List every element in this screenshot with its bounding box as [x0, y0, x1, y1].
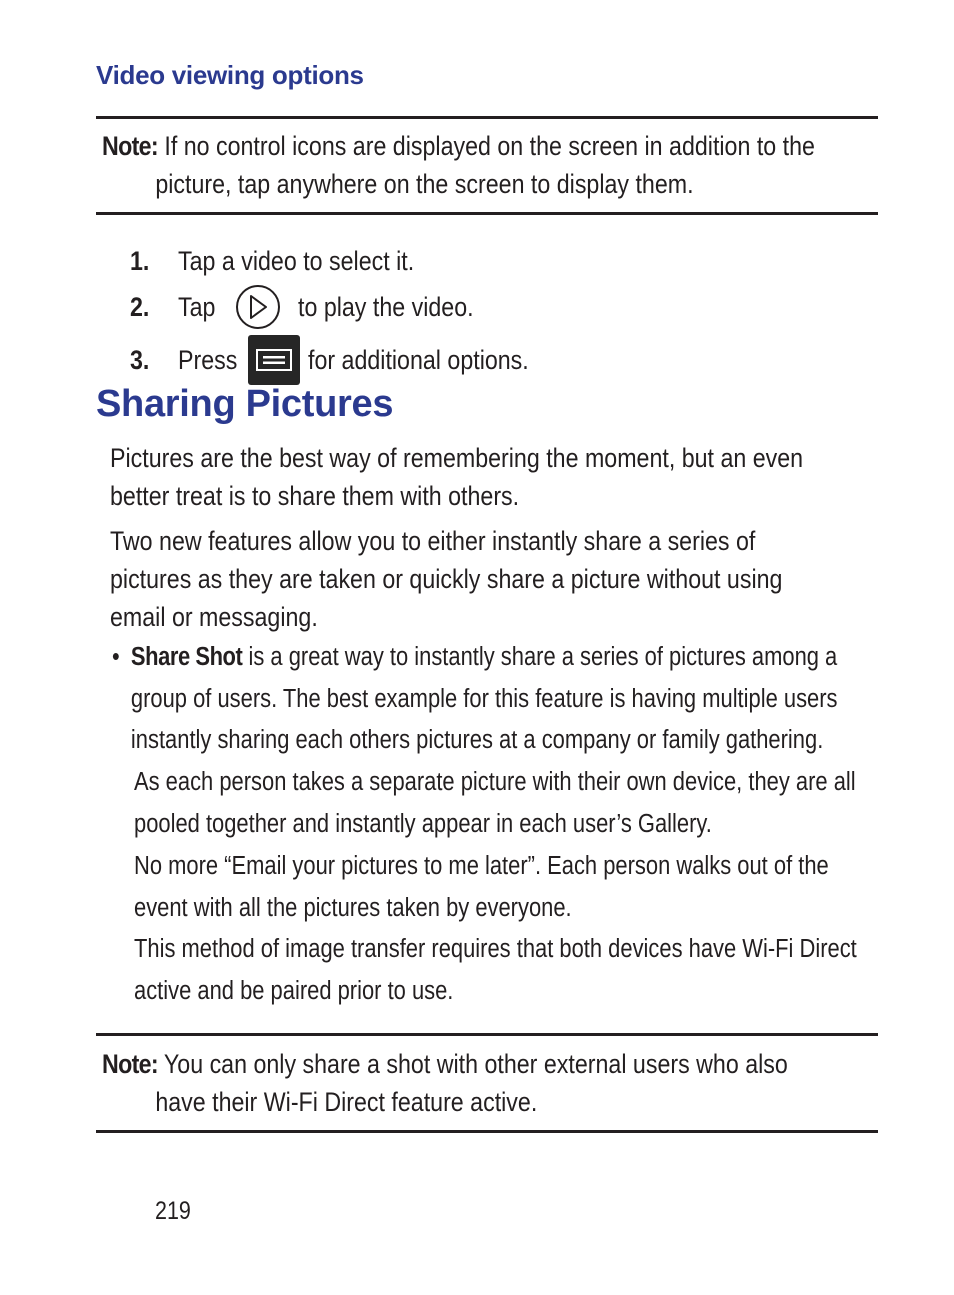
paragraph-line: email or messaging. — [110, 602, 318, 632]
note-label: Note: — [102, 131, 158, 161]
step-number: 2. — [130, 292, 150, 322]
step-text-after: for additional options. — [308, 345, 529, 375]
bullet-subparagraph-1 — [134, 762, 856, 845]
bullet-dot-icon: • — [112, 643, 120, 671]
bullet-term: Share Shot — [130, 643, 243, 671]
paragraph-line: Two new features allow you to either instantly share a series of — [110, 526, 756, 556]
subparagraph-line: As each person takes a separate picture with their own device, they are all — [134, 768, 856, 796]
step-number: 1. — [130, 246, 150, 276]
bullet-subparagraph-2 — [134, 846, 829, 929]
bullet-text-line: instantly sharing each others pictures at a company or family gathering. — [130, 726, 824, 755]
bullet-subparagraph-3 — [134, 929, 857, 1012]
note-text-line2: have their Wi-Fi Direct feature active. — [155, 1087, 538, 1117]
menu-icon — [248, 335, 300, 385]
subparagraph-line: No more “Email your pictures to me later”. Each person walks out of the — [134, 852, 829, 880]
subparagraph-line: active and be paired prior to use. — [134, 976, 454, 1005]
note-bottom-divider — [96, 1130, 878, 1133]
step-text: Tap a video to select it. — [178, 246, 415, 276]
page-title: Sharing Pictures — [96, 383, 394, 425]
note-box — [102, 127, 815, 203]
paragraph-line: better treat is to share them with others. — [110, 481, 520, 511]
bullet-item-share-shot — [112, 637, 838, 762]
note-text-line1: You can only share a shot with other external users who also — [163, 1049, 788, 1079]
note-top-divider — [96, 116, 878, 119]
subparagraph-line: event with all the pictures taken by everyone. — [134, 893, 572, 922]
bullet-text-line: group of users. The best example for this feature is having multiple users — [130, 684, 838, 713]
paragraph-line: Pictures are the best way of remembering the moment, but an even — [110, 443, 804, 473]
note-text-line1: If no control icons are displayed on the screen in addition to the — [164, 131, 815, 161]
intro-paragraph-2 — [110, 522, 781, 636]
note-bottom-divider — [96, 212, 878, 215]
intro-paragraph-1 — [110, 439, 804, 515]
note-text-line2: picture, tap anywhere on the screen to display them. — [155, 169, 694, 199]
step-number: 3. — [130, 345, 150, 375]
step-2 — [130, 285, 502, 329]
note-box — [102, 1045, 788, 1121]
subparagraph-line: This method of image transfer requires that both devices have Wi-Fi Direct — [134, 935, 857, 963]
play-icon — [236, 285, 280, 329]
subparagraph-line: pooled together and instantly appear in each user’s Gallery. — [134, 809, 712, 838]
note-top-divider — [96, 1033, 878, 1036]
step-text-before: Tap — [178, 292, 216, 322]
step-1 — [130, 244, 453, 278]
section-heading: Video viewing options — [96, 60, 364, 90]
bullet-text-line: is a great way to instantly share a series of pictures among a — [248, 643, 838, 671]
paragraph-line: pictures as they are taken or quickly share a picture without using — [110, 564, 783, 594]
step-text-before: Press — [178, 345, 238, 375]
step-text-after: to play the video. — [298, 292, 474, 322]
note-label: Note: — [102, 1049, 158, 1079]
page-number: 219 — [155, 1197, 191, 1225]
step-3 — [130, 335, 565, 385]
